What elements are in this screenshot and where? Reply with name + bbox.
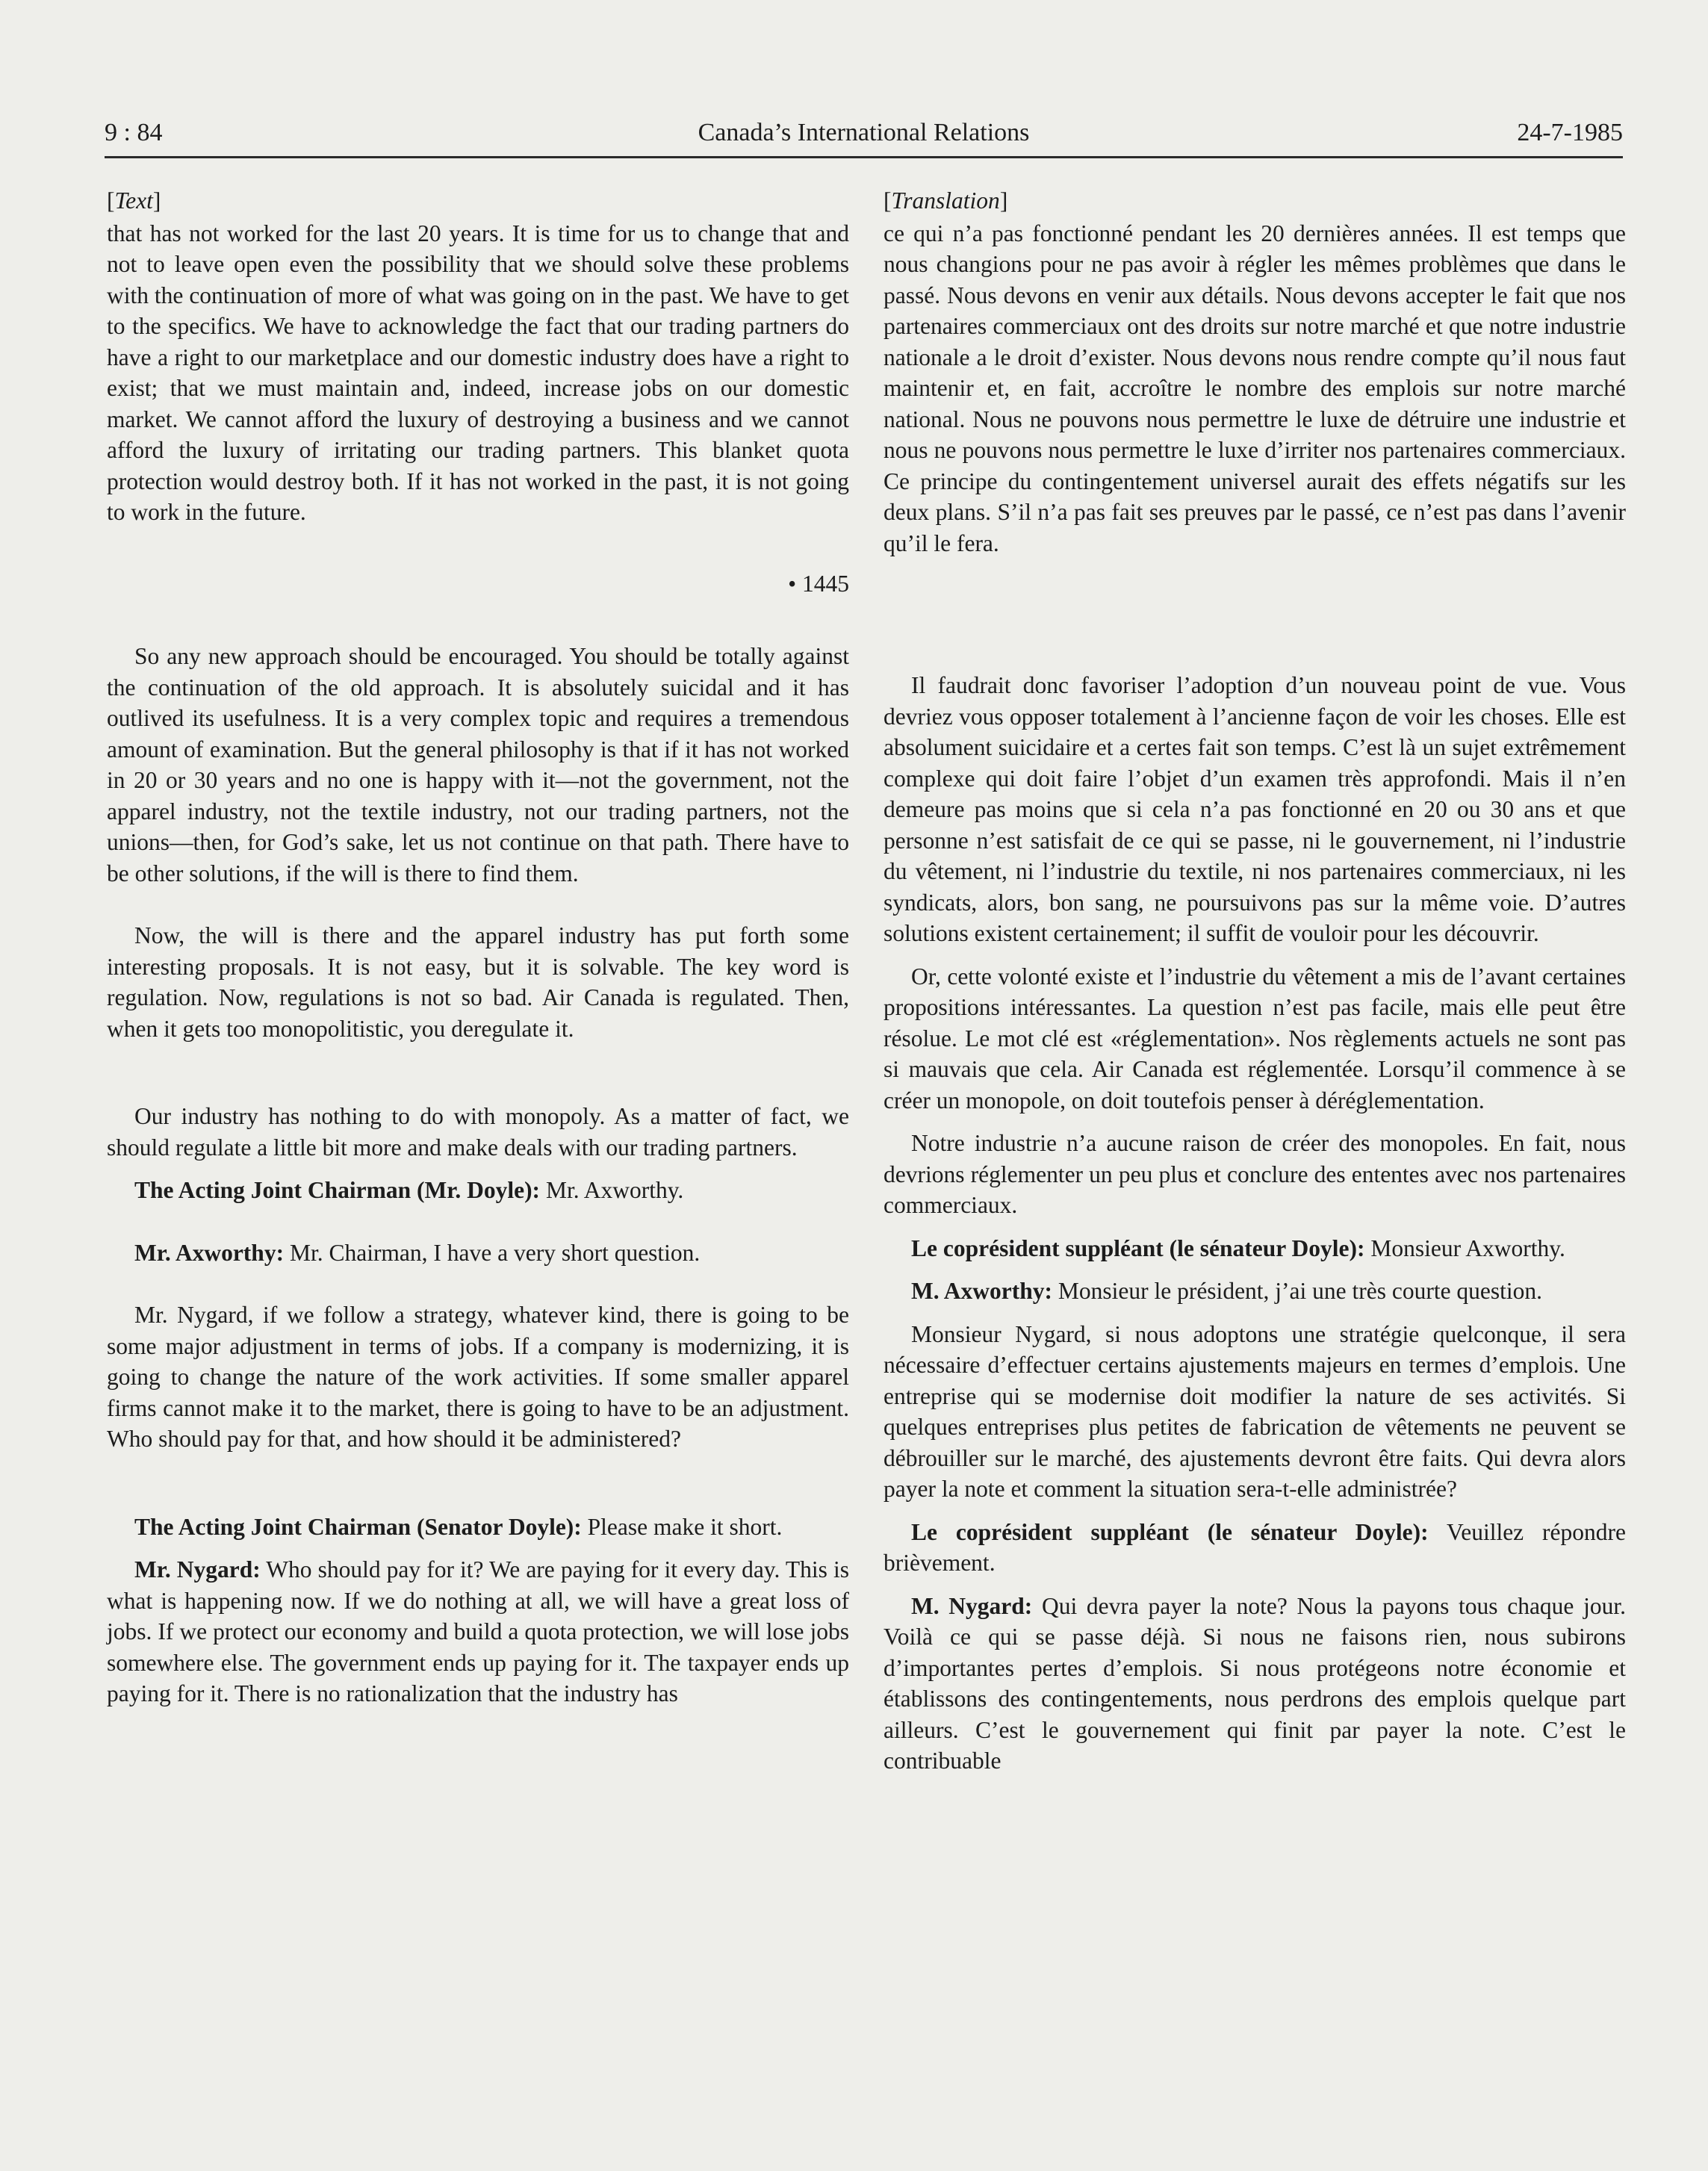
speaker-paragraph [883, 1276, 1626, 1307]
french-column [883, 185, 1626, 1777]
speaker-paragraph [107, 1175, 849, 1206]
paragraph-text: So any new approach should be encouraged. You should be totally against the continuation of the old approach. It is absolutely suicidal and it has outlived its usefulness. It is a very complex topic and requires a tremendous amount of examination. But the general philosophy is that if it has not worked in 20 or 30 years and no one is happy with it—not the government, not the apparel industry, not the textile industry, not our trading partners, not the unions—then, for God’s sake, let us not continue on that path. There have to be other solutions, if the will is there to find them. [107, 643, 849, 886]
paragraph-text: Il faudrait donc favoriser l’adoption d’un nouveau point de vue. Vous devriez vous opposer totalement à l’ancienne façon de voir les choses. Elle est absolument suicidaire et a certes fait son temps. C’est là un sujet extrêmement complexe qui doit faire l’objet d’un examen très approfondi. Mais il n’en demeure pas moins que si cela n’a pas fonctionné en 20 ou 30 ans et que personne n’est satisfait de ce qui se passe, ni le gouvernement, ni l’industrie du vêtement, ni l’industrie du textile, ni nos partenaires commerciaux, ni les syndicats, alors, bon sang, ne poursuivons pas sur la même voie. D’autres solutions existent certainement; il suffit de vouloir pour les découvrir. [883, 672, 1626, 946]
paragraph-text: Veuillez répondre brièvement. [883, 1518, 1626, 1576]
paragraph-text: Mr. Axworthy. [545, 1177, 684, 1203]
speaker-paragraph [107, 1554, 849, 1709]
speaker-name: The Acting Joint Chairman (Mr. Doyle): [134, 1177, 541, 1203]
paragraph-text: ce qui n’a pas fonctionné pendant les 20 dernières années. Il est temps que nous changions pour ne pas avoir à régler les mêmes problèmes que dans le passé. Nous devons en venir aux détails. Nous devons accepter le fait que nos partenaires commerciaux ont des droits sur notre marché et que notre industrie nationale a le droit d’exister. Nous devons nous rendre compte qu’il nous faut maintenir et, en fait, accroître le nombre des emplois sur notre marché national. Nous ne pouvons nous permettre le luxe de détruire une industrie et nous ne pouvons nous permettre le luxe d’irriter nos partenaires commerciaux. Ce principe du contingentement universel aurait des effets négatifs sur les deux plans. S’il n’a pas fait ses preuves par le passé, ce n’est pas dans l’avenir qu’il le fera. [883, 220, 1626, 556]
paragraph [883, 1319, 1626, 1505]
paragraph [883, 1128, 1626, 1221]
time-stamp: • 1445 [788, 570, 849, 597]
paragraph [107, 920, 849, 1044]
speaker-paragraph [883, 1517, 1626, 1579]
speaker-name: Le coprésident suppléant (le sénateur Doyle): [911, 1234, 1365, 1261]
page-number: 9 : 84 [105, 119, 163, 146]
paragraph-text: that has not worked for the last 20 years. It is time for us to change that and not to leave open even the possibility that we should solve these problems with the continuation of more of what was going on in the past. We have to get to the specifics. We have to acknowledge the fact that our trading partners do have a right to our marketplace and our domestic industry does have a right to exist; that we must maintain and, indeed, increase jobs on our domestic market. We cannot afford the luxury of destroying a business and we cannot afford the luxury of irritating our trading partners. This blanket quota protection would destroy both. If it has not worked in the past, it is not going to work in the future. [107, 220, 849, 525]
paragraph-text: Or, cette volonté existe et l’industrie du vêtement a mis de l’avant certaines propositions intéressantes. La question n’est pas facile, mais elle peut être résolue. Le mot clé est «réglementation». Nos règlements actuels ne sont pas si mauvais que cela. Air Canada est réglementée. Lorsqu’il commence à se créer un monopole, on doit toutefois penser à déréglementation. [883, 963, 1626, 1114]
paragraph-text: Mr. Nygard, if we follow a strategy, whatever kind, there is going to be some major adjustment in terms of jobs. If a company is modernizing, it is going to change the nature of the work activities. If some smaller apparel firms cannot make it to the market, there is going to have to be an adjustment. Who should pay for that, and how should it be administered? [107, 1302, 849, 1452]
paragraph [107, 1101, 849, 1163]
paragraph-text: Mr. Chairman, I have a very short question. [289, 1239, 701, 1266]
paragraph [107, 641, 849, 889]
paragraph [883, 670, 1626, 949]
column-label-text: [Text] [107, 187, 161, 214]
speaker-name: Mr. Nygard: [134, 1556, 261, 1583]
speaker-paragraph [883, 1233, 1626, 1264]
page-header [105, 116, 1623, 158]
paragraph-text: Monsieur le président, j’ai une très courte question. [1058, 1278, 1543, 1304]
meeting-date: 24-7-1985 [1517, 119, 1623, 146]
paragraph-text: Qui devra payer la note? Nous la payons tous chaque jour. Voilà ce qui se passe déjà. Si nous ne faisons rien, nous subirons d’importantes pertes d’emplois. Si nous protégeons notre économie et établissons des contingentements, nous perdrons des emplois quelque part ailleurs. C’est le gouvernement qui finit par payer la note. C’est le contribuable [883, 1592, 1626, 1774]
paragraph [883, 961, 1626, 1116]
paragraph-text: Who should pay for it? We are paying for it every day. This is what is happening now. If we do nothing at all, we will have a great loss of jobs. If we protect our economy and build a quota protection, we will lose jobs somewhere else. The government ends up paying for it. The taxpayer ends up paying for it. There is no rationalization that the industry has [107, 1556, 849, 1706]
paragraph-text: Monsieur Axworthy. [1370, 1234, 1565, 1261]
paragraph [107, 218, 849, 528]
paragraph [107, 1299, 849, 1455]
paragraph-text: Our industry has nothing to do with monopoly. As a matter of fact, we should regulate a little bit more and make deals with our trading partners. [107, 1103, 849, 1161]
speaker-paragraph [883, 1591, 1626, 1777]
column-label-translation: [Translation] [883, 187, 1008, 214]
paragraph-text: Monsieur Nygard, si nous adoptons une stratégie quelconque, il sera nécessaire d’effectuer certains ajustements majeurs en termes d’emplois. Une entreprise qui se modernise doit modifier la nature de ses activités. Si quelques entreprises plus petites de fabrication de vêtements ne peuvent se débrouiller sur le marché, des ajustements devront être faits. Qui devra alors payer la note et comment la situation sera-t-elle administrée? [883, 1320, 1626, 1502]
speaker-name: M. Nygard: [911, 1592, 1033, 1619]
speaker-name: M. Axworthy: [911, 1278, 1052, 1304]
paragraph-text: Now, the will is there and the apparel industry has put forth some interesting proposals. It is not easy, but it is solvable. The key word is regulation. Now, regulations is not so bad. Air Canada is regulated. Then, when it gets too monopolitistic, you deregulate it. [107, 922, 849, 1042]
speaker-paragraph [107, 1237, 849, 1269]
speaker-name: Mr. Axworthy: [134, 1239, 285, 1266]
speaker-name: Le coprésident suppléant (le sénateur Doyle): [911, 1518, 1429, 1545]
speaker-paragraph [107, 1512, 849, 1543]
paragraph-text: Notre industrie n’a aucune raison de créer des monopoles. En fait, nous devrions réglementer un peu plus et conclure des ententes avec nos partenaires commerciaux. [883, 1130, 1626, 1218]
english-column [107, 185, 849, 1709]
speaker-name: The Acting Joint Chairman (Senator Doyle): [134, 1513, 582, 1540]
publication-title: Canada’s International Relations [698, 119, 1030, 146]
paragraph-text: Please make it short. [587, 1513, 783, 1540]
paragraph [883, 218, 1626, 559]
